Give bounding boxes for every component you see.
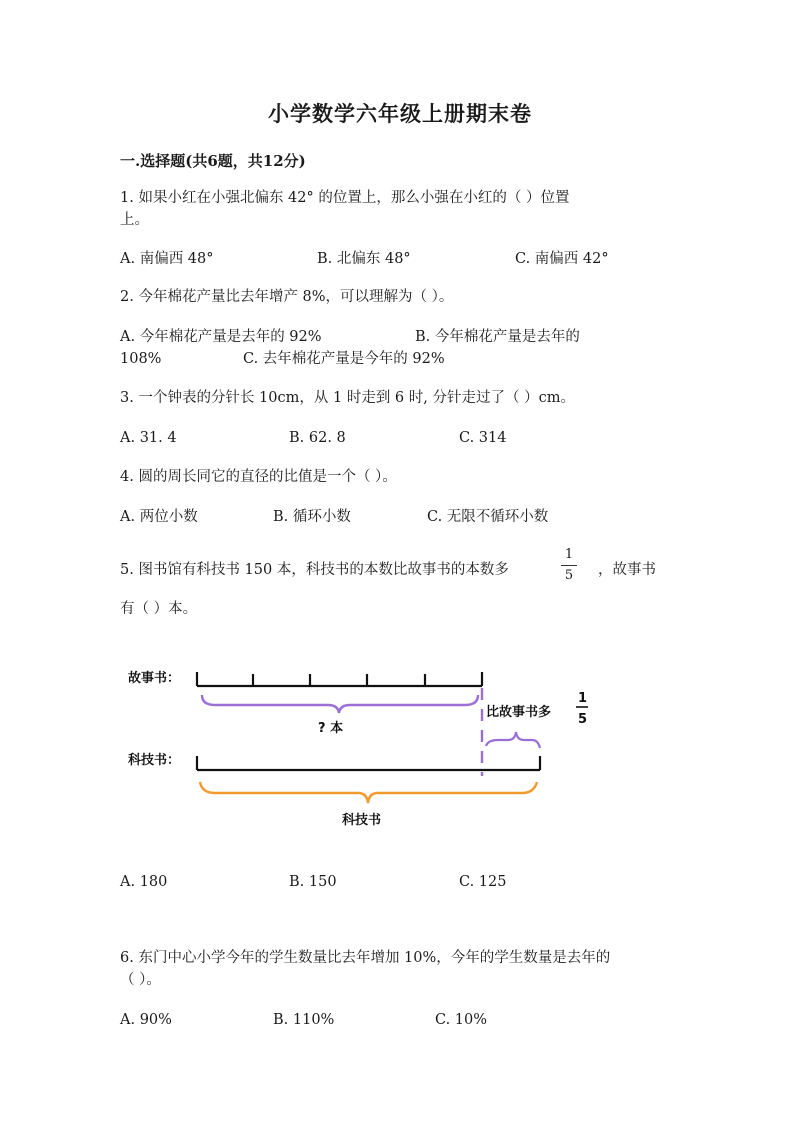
section-heading: 一.选择题(共6题，共12分) — [120, 152, 306, 170]
question-2-option-a: A. 今年棉花产量是去年的 92% — [120, 329, 322, 345]
question-4-option-a: A. 两位小数 — [120, 509, 198, 525]
story-book-segment — [197, 672, 482, 686]
question-3-option-a: A. 31. 4 — [120, 430, 177, 446]
tech-book-brace — [200, 782, 537, 803]
question-5-option-a: A. 180 — [120, 874, 168, 890]
question-5-fraction — [557, 546, 581, 585]
more-fraction-denominator: 5 — [578, 712, 588, 727]
question-4-option-c: C. 无限不循环小数 — [427, 509, 549, 525]
question-6-stem: 6. 东门中心小学今年的学生数量比去年增加 10%，今年的学生数量是去年的 — [120, 950, 611, 966]
question-1-option-c: C. 南偏西 42° — [515, 251, 609, 267]
tech-book-label: 科技书： — [128, 753, 181, 768]
unknown-quantity-label: ? 本 — [318, 721, 344, 736]
question-3-stem: 3. 一个钟表的分针长 10cm，从 1 时走到 6 时, 分针走过了（ ）cm。 — [120, 390, 575, 406]
story-book-brace — [202, 695, 478, 713]
diagram-svg — [120, 650, 600, 840]
question-1-stem: 1. 如果小红在小强北偏东 42° 的位置上，那么小强在小红的（ ）位置 — [120, 190, 570, 206]
question-3-option-c: C. 314 — [459, 430, 507, 446]
page-title: 小学数学六年级上册期末卷 — [268, 101, 532, 126]
extra-part-brace — [486, 732, 540, 748]
question-5-option-c: C. 125 — [459, 874, 507, 890]
fraction-numerator: 1 — [564, 547, 574, 562]
question-2-option-c: C. 去年棉花产量是今年的 92% — [243, 351, 445, 367]
question-5-stem-tail: ，故事书 — [598, 562, 656, 578]
line-segment-diagram — [120, 650, 600, 844]
tech-book-segment — [197, 756, 540, 770]
story-book-label: 故事书： — [128, 671, 181, 686]
more-than-label: 比故事书多 — [486, 705, 552, 720]
more-fraction-numerator: 1 — [578, 691, 588, 706]
question-1-stem-cont: 上。 — [120, 212, 149, 228]
question-5-option-b: B. 150 — [289, 874, 337, 890]
question-1-option-b: B. 北偏东 48° — [317, 251, 411, 267]
question-4-stem: 4. 圆的周长同它的直径的比值是一个（ ）。 — [120, 469, 397, 485]
question-6-option-c: C. 10% — [435, 1012, 488, 1028]
question-2-stem: 2. 今年棉花产量比去年增产 8%，可以理解为（ ）。 — [120, 289, 454, 305]
question-5-stem-cont: 有（ ）本。 — [120, 601, 198, 617]
fraction-denominator: 5 — [564, 568, 574, 583]
question-4-option-b: B. 循环小数 — [273, 509, 351, 525]
question-6-stem-cont: （ ）。 — [120, 972, 161, 988]
question-2-option-b: B. 今年棉花产量是去年的 — [415, 329, 580, 345]
question-3-option-b: B. 62. 8 — [289, 430, 346, 446]
question-1-option-a: A. 南偏西 48° — [120, 251, 214, 267]
question-6-option-a: A. 90% — [120, 1012, 172, 1028]
question-2-option-b-cont: 108% — [120, 351, 162, 367]
question-6-option-b: B. 110% — [273, 1012, 335, 1028]
fraction-bar — [561, 565, 577, 566]
tech-book-bottom-label: 科技书 — [342, 813, 382, 828]
question-5-stem: 5. 图书馆有科技书 150 本，科技书的本数比故事书的本数多 — [120, 562, 509, 578]
